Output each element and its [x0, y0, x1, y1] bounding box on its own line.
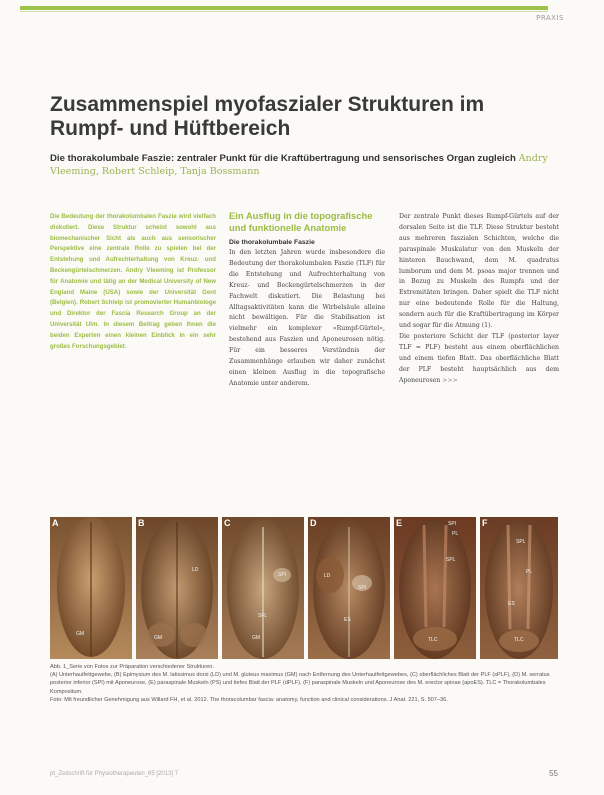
- panel-a-tag-1: GM: [76, 631, 85, 637]
- figure-photo-series: [50, 517, 558, 659]
- panel-b-photo: [136, 517, 218, 659]
- panel-f-tag-4: TLC: [514, 637, 524, 643]
- header-rule: [20, 6, 548, 10]
- figure-panel-b: [136, 517, 218, 659]
- panel-f-tag-2: PL: [526, 569, 533, 575]
- figure-caption: [50, 663, 555, 704]
- header-rule-thin: [20, 11, 548, 12]
- panel-e-tag-2: PL: [452, 531, 459, 537]
- caption-title: Abb. 1_Serie von Fotos zur Präparation verschiedener Strukturen.: [50, 664, 214, 670]
- figure-panel-f: [480, 517, 558, 659]
- subtitle-text: Die thorakolumbale Faszie: zentraler Punkt für die Kraftübertragung und sensorisches Organ zugleich: [50, 153, 516, 164]
- body-column-1: [229, 210, 385, 390]
- panel-a-photo: [50, 517, 132, 659]
- panel-c-letter: C: [224, 518, 231, 528]
- panel-b-tag-2: GM: [154, 635, 163, 641]
- body-paragraph-3-text: Die posteriore Schicht der TLF (posterior layer TLF = PLF) besteht aus einem oberflächlichen und einem tiefen Blatt. Das oberflächliche Blatt der PLF besteht hauptsächlich aus dem Aponeurosen: [399, 332, 559, 384]
- figure-panel-a: [50, 517, 132, 659]
- body-paragraph-3: [399, 332, 559, 387]
- panel-e-tag-4: TLC: [428, 637, 438, 643]
- article-title: [50, 93, 550, 141]
- panel-f-letter: F: [482, 518, 488, 528]
- panel-d-tag-2: SPI: [358, 585, 367, 591]
- body-column-2: [399, 212, 559, 387]
- article-subtitle: [50, 152, 560, 178]
- panel-d-photo: [308, 517, 390, 659]
- article-authors: Andry Vleeming, Robert Schleip, Tanja Bossmann: [50, 153, 548, 177]
- title-line-2: Rumpf- und Hüftbereich: [50, 117, 291, 140]
- panel-f-tag-1: SPL: [516, 539, 526, 545]
- panel-f-tag-3: ES: [508, 601, 515, 607]
- panel-e-tag-3: SPL: [446, 557, 456, 563]
- page-number: 55: [549, 769, 558, 778]
- panel-e-tag-1: SPI: [448, 521, 457, 527]
- panel-c-tag-1: SPI: [278, 572, 287, 578]
- panel-d-letter: D: [310, 518, 317, 528]
- panel-c-tag-2: SFL: [258, 613, 268, 619]
- panel-a-letter: A: [52, 518, 59, 528]
- intro-column: [50, 212, 216, 352]
- section-heading: Ein Ausflug in die topografische und funktionelle Anatomie: [229, 210, 373, 233]
- section-subheading: Die thorakolumbale Faszie: [229, 239, 315, 246]
- journal-footer: pt_Zeitschrift für Physiotherapeuten_65 [2013] 7: [50, 771, 179, 777]
- figure-panel-d: [308, 517, 390, 659]
- caption-credit: Foto: Mit freundlicher Genehmigung aus Willard FH, et al. 2012. The thoracolumbar fascia: anatomy, function and clinical considerations. J Anat. 221, S. 507–36.: [50, 696, 448, 703]
- figure-panel-e: [394, 517, 476, 659]
- caption-description: (A) Unterhautfettgewebe, (B) Epimysium des M. latissimus dorsi (LD) und M. gluteus maximus (GM) nach Entfernung des Unterhautfettgewebes, (C) oberflächliches Blatt der PLF (sPLF), (D) M. serratus posterior inferior (SPI) mit Aponeurose, (E) paraspinale Muskeln (PS) und tiefes Blatt der PLF (dPLF), (F) paraspinale Muskeln und Aponeurose des M. erector spinae (apoES). TLC = Thorakolumbales Kompositum.: [50, 672, 550, 695]
- continued-marker: >>>: [442, 376, 458, 384]
- panel-c-tag-3: GM: [252, 635, 261, 641]
- panel-d-tag-3: ES: [344, 617, 351, 623]
- title-line-1: Zusammenspiel myofaszialer Strukturen im: [50, 93, 485, 116]
- panel-b-tag-1: LD: [192, 567, 199, 573]
- body-paragraph: In den letzten Jahren wurde insbesondere die Bedeutung der thorakolumbalen Faszie (TLF) für die Entstehung und Aufrechterhaltung von Kreuz- und Beckengürtelschmerzen in der Fachwelt diskutiert. Die Belastung bei Alltagsaktivitäten kann die Wirbelsäule alleine nicht bewältigen. Für die Stabilisation ist vielmehr ein komplexer »Rumpf-Gürtel«, bestehend aus Faszien und Aponeurosen nötig. Für ein besseres Verständnis der Zusammenhänge erlauben wir daher zunächst einen kleinen Ausflug in die topografische Anatomie unter anderem.: [229, 249, 385, 387]
- intro-text: Die Bedeutung der thorakolumbalen Faszie wird vielfach diskutiert. Diese Struktur scheint sowohl aus biomechanischer Sicht als auch aus sensorischer Perspektive eine zentrale Rolle zu spielen bei der Entstehung und Aufrechterhaltung von Kreuz- und Beckengürtelschmerzen. Andry Vleeming ist Professor für Anatomie und tätig an der Medical University of New England Maine (USA) sowie der Universität Gent (Belgien). Robert Schleip ist promovierter Humanbiologe und Direktor der Fascia Research Group an der Universität Ulm. In diesem Beitrag geben Ihnen die beiden Experten einen kleinen Einblick in ein sehr großes Forschungsgebiet.: [50, 213, 216, 350]
- section-label: PRAXIS: [536, 14, 564, 22]
- panel-e-letter: E: [396, 518, 403, 528]
- panel-c-photo: [222, 517, 304, 659]
- panel-b-letter: B: [138, 518, 145, 528]
- figure-panel-c: [222, 517, 304, 659]
- panel-d-tag-1: LD: [324, 573, 331, 579]
- body-paragraph-2: Der zentrale Punkt dieses Rumpf-Gürtels auf der dorsalen Seite ist die TLF. Diese Struktur besteht aus mehreren faszialen Schichten, welche die paraspinale Muskulatur von den Muskeln der hinteren Bauchwand, dem M. quadratus lumborum und dem M. psoas major trennen und in Bezug zu Muskeln des Rumpfs und der Extremitäten bringen. Daher spielt die TLF nicht nur eine bedeutende Rolle für die Haltung, sondern auch für die Kraftübertragung im Körper und sogar für die Atmung (1).: [399, 213, 559, 330]
